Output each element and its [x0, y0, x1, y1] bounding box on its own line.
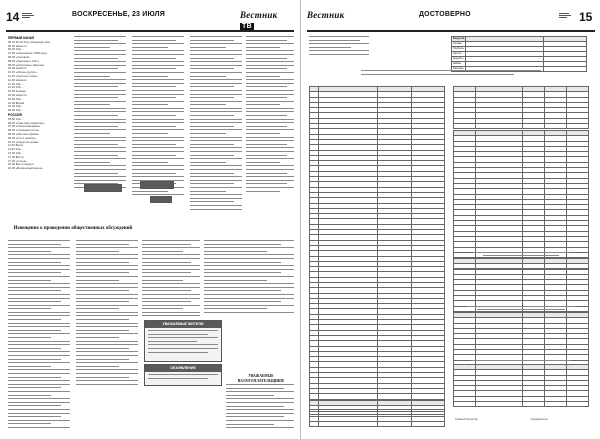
tv-column-3	[132, 36, 184, 201]
issue-info	[22, 13, 36, 18]
footer-signature-left: Главный бухгалтер	[455, 418, 478, 421]
tv-listing-line: 16.30 Концерт	[8, 90, 27, 94]
table-cell: Налоги	[452, 52, 466, 57]
tv-listing-line: 20.00 Вести недели	[8, 163, 34, 167]
tv-box-label	[150, 196, 172, 203]
tv-listing-line: 12.00 Новости	[8, 78, 27, 82]
announcement-title: Извещение о проведении общественных обсуждений	[13, 226, 133, 231]
left-header	[6, 10, 294, 32]
announcement-column-1	[8, 240, 70, 432]
tv-listing-line: 17.00 Вести	[8, 155, 24, 159]
newspaper-logo: Вестник	[307, 10, 345, 20]
announcement-column-2	[76, 240, 138, 390]
right-header	[307, 10, 595, 32]
tv-listing-line: 10.10 «Когда все дома»	[8, 140, 39, 144]
tv-listing-line: 08.45 «Местное время»	[8, 132, 39, 136]
tv-listing-line: 08.05 «Часовой»	[8, 55, 30, 59]
tv-listing-line: 04.50 Х/ф ...	[8, 117, 24, 121]
notice-box-1: УВАЖАЕМЫЕ ЖИТЕЛИ	[144, 320, 222, 362]
tv-column-5	[246, 36, 294, 196]
notice-box-2: ОБЪЯВЛЕНИЕ	[144, 364, 222, 386]
tv-column-2	[74, 36, 126, 191]
footer-signature-right: Руководитель	[531, 418, 548, 421]
summary-table	[451, 36, 587, 72]
table-caption	[453, 250, 589, 258]
tv-box-label	[84, 184, 122, 192]
section-header: ДОСТОВЕРНО	[419, 11, 471, 18]
tv-listing-line: 13.20 Х/ф ...	[8, 151, 24, 155]
tv-listing-line: 10.15 «Жизнь других»	[8, 71, 37, 75]
tv-listing-line: 17.30 «Стена»	[8, 159, 27, 163]
table-cell: Выручка	[453, 37, 465, 40]
right-page	[300, 0, 600, 439]
tv-listing-line: 08.35 «Здоровье» (16+)	[8, 59, 39, 63]
channel-name: ПЕРВЫЙ КАНАЛ	[8, 36, 35, 40]
report-title	[361, 70, 541, 80]
tv-listing-line: 11.00 Вести	[8, 144, 24, 148]
main-report-table	[309, 86, 445, 415]
tv-listing-line: 09.40 «Непутевые заметки»	[8, 63, 45, 67]
side-table-5	[453, 364, 589, 407]
taxpayer-text	[226, 384, 294, 432]
table-cell: Расходы	[452, 67, 466, 72]
tv-listing-line: 12.20 Х/ф ...	[8, 82, 24, 86]
tv-listing-line: 18.00 Новости	[8, 93, 27, 97]
table-cell: Кредиты	[452, 57, 466, 62]
tv-listing-line: 06.45 «Сам себе режиссер»	[8, 121, 45, 125]
issue-info	[559, 13, 573, 18]
tv-listing-line: 05.10 06.10 Х/ф «Операция «Ы»...	[8, 40, 53, 44]
tv-listing-line: 00.30 Х/ф ...	[8, 109, 24, 113]
bottom-table	[309, 400, 445, 427]
channel-name: РОССИЯ	[8, 112, 22, 117]
tv-listing-line: 08.05 «Утренняя почта»	[8, 129, 40, 133]
announcement-column-4	[204, 240, 294, 318]
tv-listing-line: 06.00 Новости	[8, 44, 27, 48]
tv-column-1	[8, 36, 68, 191]
table-caption	[453, 304, 589, 312]
tv-listing-line: 11.15 «Честное слово»	[8, 74, 38, 78]
table-cell: Активы	[452, 42, 466, 47]
tv-listing-line: 21.00 Время	[8, 101, 25, 105]
tv-column-4	[190, 36, 242, 214]
table-caption	[453, 358, 589, 363]
date-header: ВОСКРЕСЕНЬЕ, 23 ИЮЛЯ	[72, 11, 166, 18]
tv-listing-line: 14.20 Х/ф ...	[8, 86, 24, 90]
side-table-2	[453, 130, 589, 269]
tv-listing-line: 22.30 Х/ф ...	[8, 105, 24, 109]
page-number: 14	[6, 10, 20, 24]
table-cell: Займы	[452, 62, 466, 67]
document-header-text	[309, 36, 369, 60]
newspaper-logo: Вестник ТВ	[240, 10, 278, 30]
tv-listing-line: 10.00 Новости	[8, 67, 27, 71]
tv-listing-line: 06.30 Х/ф ...	[8, 48, 24, 52]
tv-listing-line: 11.20 Х/ф ...	[8, 148, 24, 152]
table-cell: Прибыль	[453, 47, 464, 50]
side-table-1	[453, 86, 589, 129]
tv-listing-line: 07.35 «Смехопанорама»	[8, 125, 41, 129]
tv-listing-line: 18.30 Х/ф ...	[8, 97, 24, 101]
taxpayer-heading: УВАЖАЕМЫЕ НАЛОГОПЛАТЕЛЬЩИКИ!	[237, 374, 285, 383]
tv-box-label	[140, 181, 174, 189]
tv-listing-line: 22.00 «Воскресный вечер»	[8, 167, 43, 171]
tv-listing-line: 07.50 «Смешарики. ПИН-код»	[8, 52, 47, 56]
page-number: 15	[579, 10, 593, 24]
announcement-column-3	[142, 240, 200, 320]
tv-listing-line: 09.25 «Сто к одному»	[8, 136, 37, 140]
